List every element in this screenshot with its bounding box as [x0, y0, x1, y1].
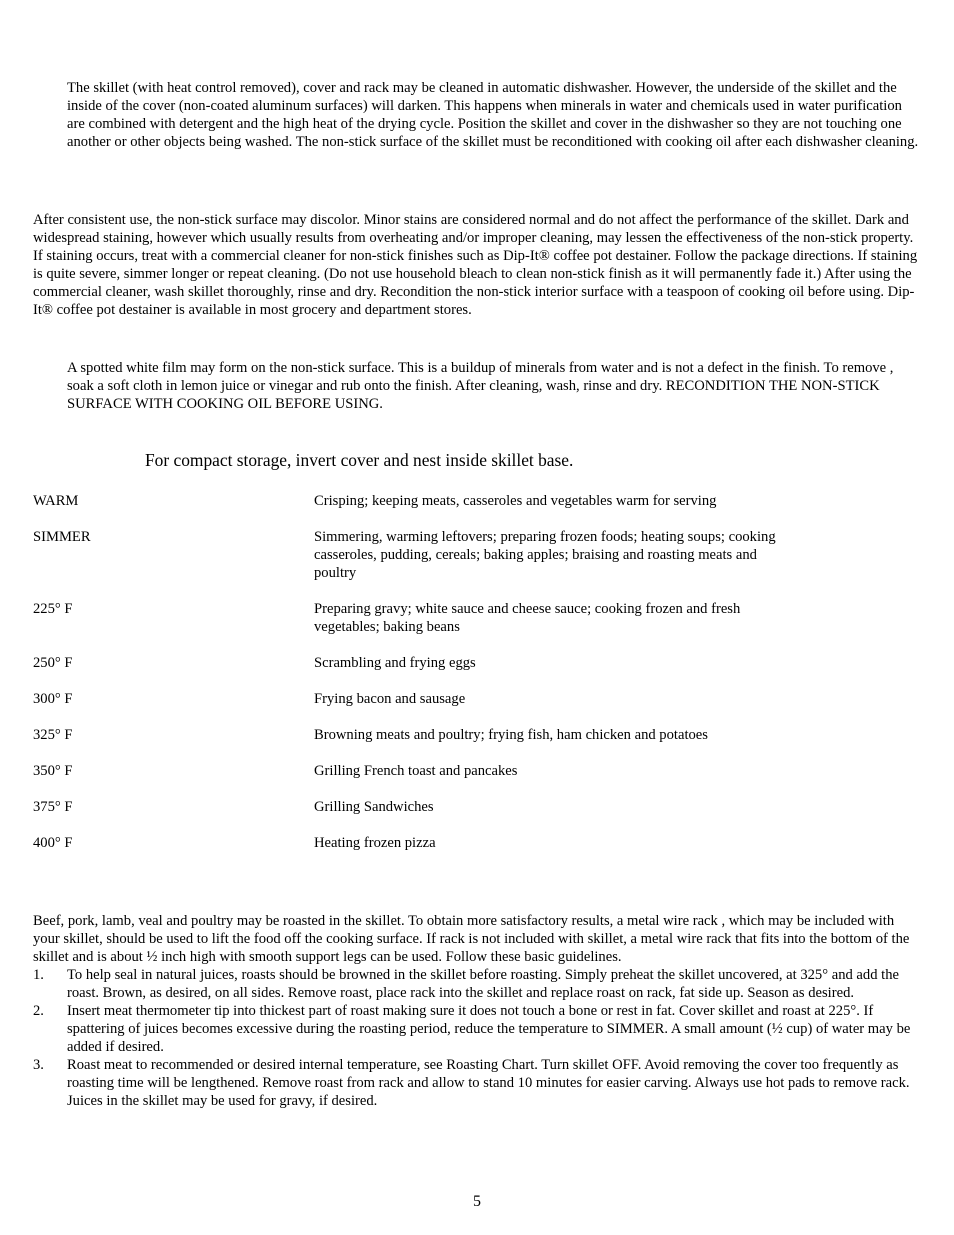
temperature-row	[33, 798, 922, 816]
temperature-use: Simmering, warming leftovers; preparing frozen foods; heating soups; cooking casseroles, pudding, cereals; baking apples; braising and roasting meats and poultry	[314, 529, 776, 581]
temperature-setting: 400° F	[33, 835, 73, 851]
temperature-setting: WARM	[33, 493, 79, 509]
step-number: 3.	[33, 1057, 44, 1073]
step-text: Insert meat thermometer tip into thickest part of roast making sure it does not touch a bone or rest in fat. Cover skillet and roast at 225°. If spattering of juices becomes excessive during the roasting period, reduce the temperature to SIMMER. A small amount (½ cup) of water may be added if desired.	[67, 1003, 911, 1055]
temperature-row	[33, 690, 922, 708]
roasting-step	[33, 1056, 922, 1110]
temperature-setting: 350° F	[33, 763, 73, 779]
temperature-setting: 375° F	[33, 799, 73, 815]
temperature-setting: 300° F	[33, 691, 73, 707]
temperature-row	[33, 762, 922, 780]
temperature-use: Grilling French toast and pancakes	[314, 763, 518, 779]
temperature-row	[33, 600, 922, 636]
temperature-row	[33, 834, 922, 852]
temperature-row	[33, 726, 922, 744]
step-text: Roast meat to recommended or desired internal temperature, see Roasting Chart. Turn skillet OFF. Avoid removing the cover too frequently as roasting time will be lengthened. Remove roast from rack and allow to stand 10 minutes for easier carving. Always use hot pads to remove rack. Juices in the skillet may be used for gravy, if desired.	[67, 1057, 910, 1109]
temperature-use: Scrambling and frying eggs	[314, 655, 476, 671]
step-number: 2.	[33, 1003, 44, 1019]
page-number: 5	[473, 1193, 481, 1210]
temperature-use: Heating frozen pizza	[314, 835, 436, 851]
roasting-section	[33, 912, 922, 1110]
step-text: To help seal in natural juices, roasts should be browned in the skillet before roasting. Simply preheat the skillet uncovered, at 325° and add the roast. Brown, as desired, on all sides. Remove roast, place rack into the skillet and replace roast on rack, fat side up. Season as desired.	[67, 967, 899, 1001]
stain-removal-paragraph: After consistent use, the non-stick surface may discolor. Minor stains are considered normal and do not affect the performance of the skillet. Dark and widespread staining, however which usually results from overheating and/or improper cleaning, may lessen the effectiveness of the non-stick property. If staining occurs, treat with a commercial cleaner for non-stick finishes such as Dip-It® coffee pot destainer. Follow the package directions. If staining is quite severe, simmer longer or repeat cleaning. (Do not use household bleach to clean non-stick finish as it will permanently fade it.) After using the commercial cleaner, wash skillet thoroughly, rinse and dry. Recondition the non-stick interior surface with a teaspoon of cooking oil before using. Dip-It® coffee pot destainer is available in most grocery and department stores.	[33, 212, 918, 318]
temperature-row	[33, 492, 922, 510]
storage-note: For compact storage, invert cover and nest inside skillet base.	[145, 450, 574, 470]
temperature-setting: 225° F	[33, 601, 73, 617]
roasting-step	[33, 966, 922, 1002]
temperature-setting: 325° F	[33, 727, 73, 743]
temperature-setting: 250° F	[33, 655, 73, 671]
temperature-use: Browning meats and poultry; frying fish, ham chicken and potatoes	[314, 727, 708, 743]
temperature-setting: SIMMER	[33, 529, 91, 545]
roasting-steps-list	[33, 966, 922, 1110]
temperature-guide-table	[33, 492, 922, 870]
dishwasher-cleaning-paragraph: The skillet (with heat control removed), cover and rack may be cleaned in automatic dishwasher. However, the underside of the skillet and the inside of the cover (non-coated aluminum surfaces) will darken. This happens when minerals in water and chemicals used in water purification are combined with detergent and the high heat of the drying cycle. Position the skillet and cover in the dishwasher so they are not touching one another or other objects being washed. The non-stick surface of the skillet must be reconditioned with cooking oil after each dishwasher cleaning.	[67, 80, 919, 150]
temperature-row	[33, 654, 922, 672]
temperature-use: Preparing gravy; white sauce and cheese sauce; cooking frozen and fresh vegetables; baking beans	[314, 601, 741, 635]
roasting-intro-paragraph: Beef, pork, lamb, veal and poultry may be roasted in the skillet. To obtain more satisfactory results, a metal wire rack , which may be included with your skillet, should be used to lift the food off the cooking surface. If rack is not included with skillet, a metal wire rack that fits into the bottom of the skillet and is about ½ inch high with smooth support legs can be used. Follow these basic guidelines.	[33, 913, 910, 965]
temperature-use: Crisping; keeping meats, casseroles and vegetables warm for serving	[314, 493, 717, 509]
temperature-use: Frying bacon and sausage	[314, 691, 466, 707]
step-number: 1.	[33, 967, 44, 983]
temperature-use: Grilling Sandwiches	[314, 799, 434, 815]
roasting-step	[33, 1002, 922, 1056]
temperature-row	[33, 528, 922, 582]
white-film-paragraph: A spotted white film may form on the non-stick surface. This is a buildup of minerals from water and is not a defect in the finish. To remove , soak a soft cloth in lemon juice or vinegar and rub onto the finish. After cleaning, wash, rinse and dry. RECONDITION THE NON-STICK SURFACE WITH COOKING OIL BEFORE USING.	[67, 360, 894, 412]
